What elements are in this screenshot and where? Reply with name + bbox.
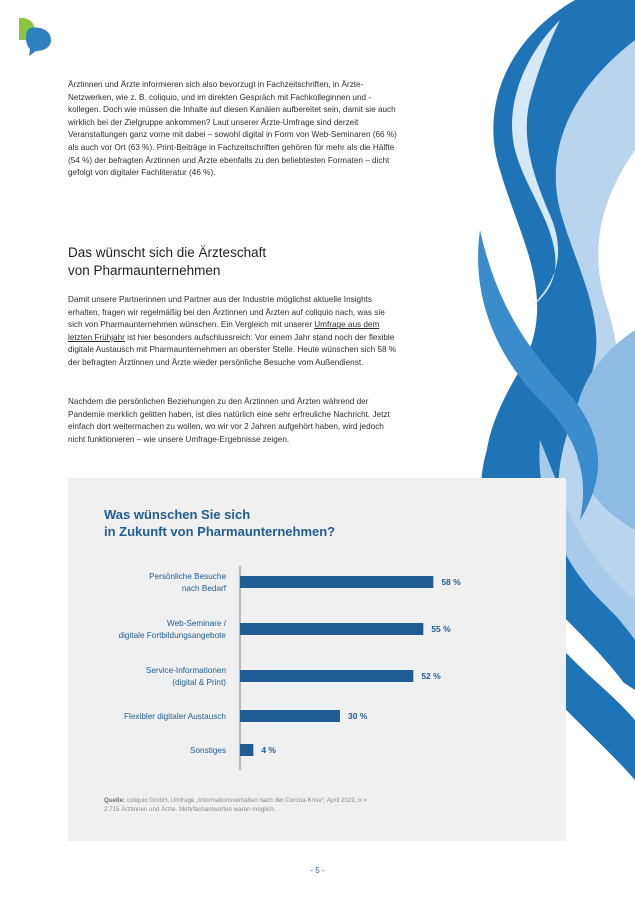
body-paragraph-2	[68, 294, 398, 370]
chart-bar	[240, 744, 253, 756]
bar-chart	[68, 478, 566, 841]
chart-category-label: Sonstiges	[190, 746, 226, 755]
section-heading	[68, 244, 398, 280]
page-number: - 5 -	[310, 866, 325, 875]
chart-value-label: 55 %	[431, 624, 451, 634]
intro-paragraph: Ärztinnen und Ärzte informieren sich also bevorzugt in Fachzeitschriften, in Ärzte-Netzwerken, wie z. B. coliquio, und im direkten Gespräch mit Fachkolleginnen und -kollegen. Doch wie müssen die Inhalte auf diesen Kanälen aufbereitet sein, damit sie auch wirklich bei der Zielgruppe ankommen? Laut unserer Ärzte-Umfrage sind derzeit Veranstaltungen ganz vorne mit dabei – sowohl digital in Form von Web-Seminaren (66 %) als auch vor Ort (63 %). Print-Beiträge in Fachzeitschriften gehören für mehr als die Hälfte (54 %) der befragten Ärztinnen und Ärzte ebenfalls zu den beliebtesten Formaten – dicht gefolgt von digitaler Fachliteratur (46 %).	[68, 80, 397, 178]
chart-value-label: 4 %	[261, 745, 276, 755]
survey-link[interactable]: Umfrage aus dem letzten Frühjahr	[68, 320, 380, 342]
chart-value-label: 52 %	[421, 671, 441, 681]
chart-category-label: nach Bedarf	[181, 584, 226, 593]
p2-text-before-link: Damit unsere Partnerinnen und Partner aus der Industrie möglichst aktuelle Insights erhalten, fragen wir regelmäßig bei den Ärztinnen und Ärzten auf coliquio nach, was sie sich von Pharmaunternehmen wünschen. Ein Vergleich mit unserer	[68, 295, 385, 330]
coliquio-logo-icon	[18, 16, 52, 56]
chart-bar	[240, 623, 423, 635]
chart-title-line-2: in Zukunft von Pharmaunternehmen?	[104, 524, 336, 539]
chart-bar	[240, 670, 413, 682]
source-note	[104, 796, 384, 814]
chart-category-label: Web-Seminare /	[166, 619, 226, 628]
chart-category-label: Flexibler digitaler Austausch	[124, 712, 226, 721]
chart-title-line-1: Was wünschen Sie sich	[104, 507, 251, 522]
chart-value-label: 58 %	[441, 577, 461, 587]
p2-text-after-link: ist hier besonders aufschlussreich: Vor einem Jahr stand noch der flexible digitale Austausch mit Pharmaunternehmen an oberster Stelle. Heute wünschen sich 58 % der befragten Ärztinnen und Ärzte wieder persönliche Besuche vom Außendienst.	[68, 332, 397, 367]
chart-bar	[240, 576, 433, 588]
chart-category-label: Service-Informationen	[145, 666, 226, 675]
body-paragraph-3: Nachdem die persönlichen Beziehungen zu den Ärztinnen und Ärzten während der Pandemie merklich gelitten haben, ist dies natürlich eine sehr erfreuliche Nachricht. Jetzt einfach dort weitermachen zu wollen, wo wir vor 2 Jahren aufgehört haben, wird jedoch nicht funktionieren – wie unsere Umfrage-Ergebnisse zeigen.	[68, 397, 390, 444]
section-heading-line-1: Das wünscht sich die Ärzteschaft	[68, 245, 267, 260]
section-heading-line-2: von Pharmaunternehmen	[68, 263, 221, 278]
chart-value-label: 30 %	[348, 711, 368, 721]
chart-category-label: (digital & Print)	[172, 678, 226, 687]
source-label: Quelle:	[104, 797, 125, 804]
chart-category-label: digitale Fortbildungsangebote	[118, 631, 226, 640]
chart-bar	[240, 710, 340, 722]
source-text: coliquio GmbH, Umfrage „Informationsverhalten nach der Corona-Krise“, April 2022, n = 2.715 Ärztinnen und Ärzte. Mehrfachantworten waren möglich.	[104, 797, 367, 813]
chart-category-label: Persönliche Besuche	[149, 572, 226, 581]
survey-chart-box	[68, 478, 566, 841]
